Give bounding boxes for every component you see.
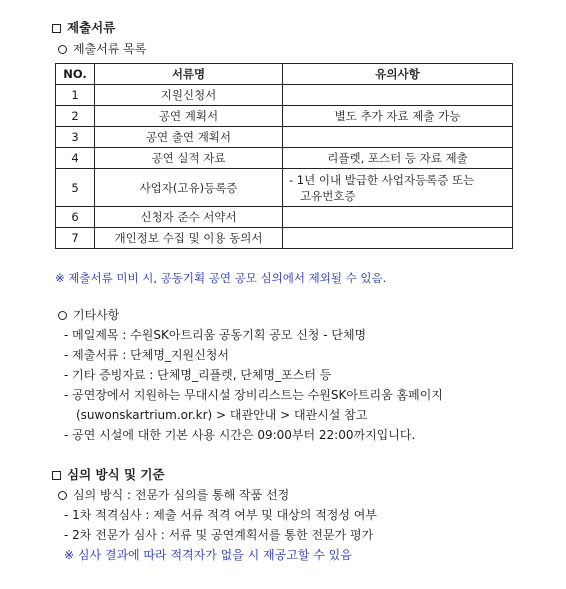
review-note: ※ 심사 결과에 따라 적격자가 없을 시 재공고할 수 있음 bbox=[64, 548, 352, 562]
row-note-line: - 1년 이내 발급한 사업자등록증 또는 bbox=[289, 172, 475, 187]
row-no: 2 bbox=[56, 106, 95, 127]
submission-heading: 제출서류 bbox=[52, 18, 115, 36]
circle-bullet-icon bbox=[58, 311, 67, 320]
row-document-name: 개인정보 수집 및 이용 동의서 bbox=[95, 228, 283, 249]
submission-documents-table bbox=[55, 63, 513, 249]
row-document-name: 지원신청서 bbox=[95, 85, 283, 106]
review-item: - 2차 전문가 심사 : 서류 및 공연계획서를 통한 전문가 평가 bbox=[64, 528, 374, 542]
row-note: 별도 추가 자료 제출 가능 bbox=[283, 106, 513, 127]
row-note bbox=[283, 85, 513, 106]
table-row bbox=[56, 127, 513, 148]
table-row bbox=[56, 207, 513, 228]
row-note bbox=[283, 228, 513, 249]
header-notes: 유의사항 bbox=[283, 64, 513, 85]
row-document-name: 공연 실적 자료 bbox=[95, 148, 283, 169]
table-row bbox=[56, 85, 513, 106]
circle-bullet-icon bbox=[58, 45, 67, 54]
row-note bbox=[283, 207, 513, 228]
table-row bbox=[56, 169, 513, 207]
review-method: 심의 방식 : 전문가 심의를 통해 작품 선정 bbox=[58, 486, 289, 503]
checkbox-square-icon bbox=[52, 24, 61, 33]
other-item: - 제출서류 : 단체명_지원신청서 bbox=[64, 348, 229, 362]
table-row bbox=[56, 148, 513, 169]
circle-bullet-icon bbox=[58, 491, 67, 500]
header-document-name: 서류명 bbox=[95, 64, 283, 85]
table-header-row bbox=[56, 64, 513, 85]
other-item: - 공연장에서 지원하는 무대시설 장비리스트는 수원SK아트리움 홈페이지 bbox=[64, 388, 443, 402]
row-document-name: 신청자 준수 서약서 bbox=[95, 207, 283, 228]
row-note bbox=[283, 127, 513, 148]
row-note-line: 고유번호증 bbox=[300, 188, 356, 203]
row-note bbox=[283, 169, 513, 207]
other-heading: 기타사항 bbox=[58, 306, 119, 323]
review-heading: 심의 방식 및 기준 bbox=[52, 465, 165, 483]
other-item: - 공연 시설에 대한 기본 사용 시간은 09:00부터 22:00까지입니다. bbox=[64, 428, 416, 442]
row-no: 5 bbox=[56, 169, 95, 207]
row-no: 3 bbox=[56, 127, 95, 148]
row-document-name: 공연 출연 계획서 bbox=[95, 127, 283, 148]
row-note: 리플렛, 포스터 등 자료 제출 bbox=[283, 148, 513, 169]
table-row bbox=[56, 106, 513, 127]
other-item: (suwonskartrium.or.kr) > 대관안내 > 대관시설 참고 bbox=[76, 408, 368, 422]
header-no: NO. bbox=[56, 64, 95, 85]
row-no: 4 bbox=[56, 148, 95, 169]
row-document-name: 사업자(고유)등록증 bbox=[95, 169, 283, 207]
row-no: 6 bbox=[56, 207, 95, 228]
review-item: - 1차 적격심사 : 제출 서류 적격 여부 및 대상의 적정성 여부 bbox=[64, 508, 377, 522]
table-row bbox=[56, 228, 513, 249]
other-item: - 메일제목 : 수원SK아트리움 공동기획 공모 신청 - 단체명 bbox=[64, 328, 367, 342]
checkbox-square-icon bbox=[52, 471, 61, 480]
row-no: 1 bbox=[56, 85, 95, 106]
submission-warning: ※ 제출서류 미비 시, 공동기획 공연 공모 심의에서 제외될 수 있음. bbox=[55, 271, 387, 285]
submission-subheading: 제출서류 목록 bbox=[58, 40, 146, 57]
other-item: - 기타 증빙자료 : 단체명_리플렛, 단체명_포스터 등 bbox=[64, 368, 332, 382]
row-no: 7 bbox=[56, 228, 95, 249]
row-document-name: 공연 계획서 bbox=[95, 106, 283, 127]
